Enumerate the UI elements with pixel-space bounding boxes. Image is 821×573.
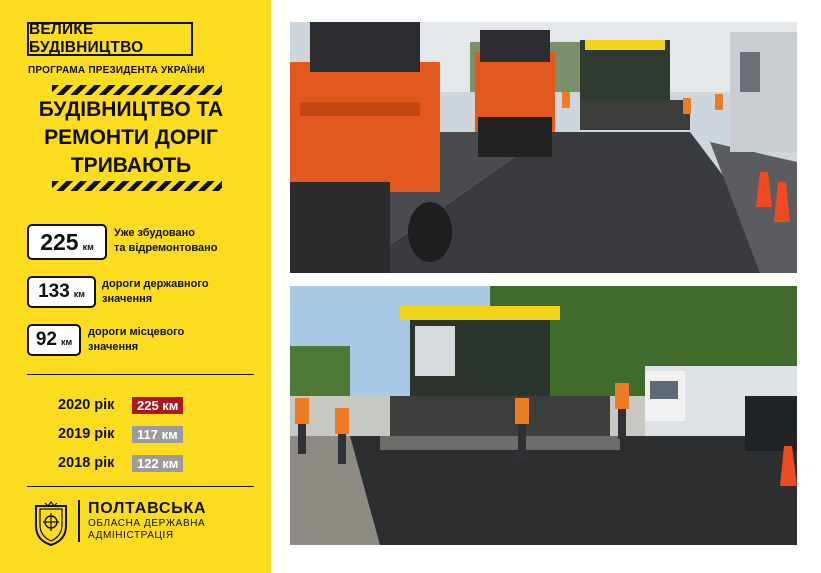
hazard-stripe-top [52, 85, 222, 95]
year-row-2019 [58, 425, 183, 443]
stat-total-unit: км [82, 242, 94, 252]
headline [20, 96, 242, 180]
year-label: 2018 рік [58, 455, 115, 471]
stat-label-line: дороги місцевого [88, 326, 185, 338]
stat-label-line: значення [88, 341, 139, 353]
stat-local-value: 92 [35, 329, 57, 350]
year-value-badge: 122 км [132, 455, 183, 472]
administration-line: ПОЛТАВСЬКА [88, 500, 207, 517]
year-value-badge: 225 км [132, 397, 183, 414]
stat-state-value: 133 [38, 281, 70, 302]
year-row-2020 [58, 396, 183, 414]
headline-line: РЕМОНТИ ДОРІГ [44, 126, 218, 149]
divider [27, 486, 254, 487]
headline-line: БУДІВНИЦТВО ТА [38, 98, 224, 121]
stat-total-box [27, 224, 107, 260]
year-row-2018 [58, 454, 183, 472]
stat-local-box [27, 324, 81, 356]
stat-state-unit: км [73, 289, 85, 299]
stat-label-line: значення [102, 293, 153, 305]
program-subtitle: ПРОГРАМА ПРЕЗИДЕНТА УКРАЇНИ [28, 65, 205, 76]
stat-total-label [114, 226, 217, 256]
poltava-coat-of-arms-icon [32, 500, 70, 546]
stat-label-line: Уже збудовано [114, 227, 196, 239]
hazard-stripe-bottom [52, 181, 222, 191]
brand-logo [27, 22, 193, 56]
administration-line: АДМІНІСТРАЦІЯ [88, 530, 174, 541]
year-label: 2019 рік [58, 426, 115, 442]
headline-line: ТРИВАЮТЬ [70, 154, 192, 177]
stat-label-line: та відремонтовано [114, 242, 218, 254]
administration-line: ОБЛАСНА ДЕРЖАВНА [88, 518, 206, 529]
year-label: 2020 рік [58, 397, 115, 413]
year-value-badge: 117 км [132, 426, 183, 443]
stat-local-label [88, 325, 184, 355]
stat-state-box [27, 276, 96, 308]
asphalt-paver-workers-photo [290, 286, 797, 545]
stat-label-line: дороги державного [102, 278, 209, 290]
info-panel [0, 0, 271, 573]
road-rollers-paving-photo [290, 22, 797, 273]
divider [27, 374, 254, 375]
stat-total-value: 225 [40, 229, 79, 255]
stat-state-label [102, 277, 209, 307]
administration-label [78, 500, 206, 542]
brand-logo-text: ВЕЛИКЕ БУДІВНИЦТВО [29, 21, 144, 56]
stat-local-unit: км [60, 337, 73, 347]
